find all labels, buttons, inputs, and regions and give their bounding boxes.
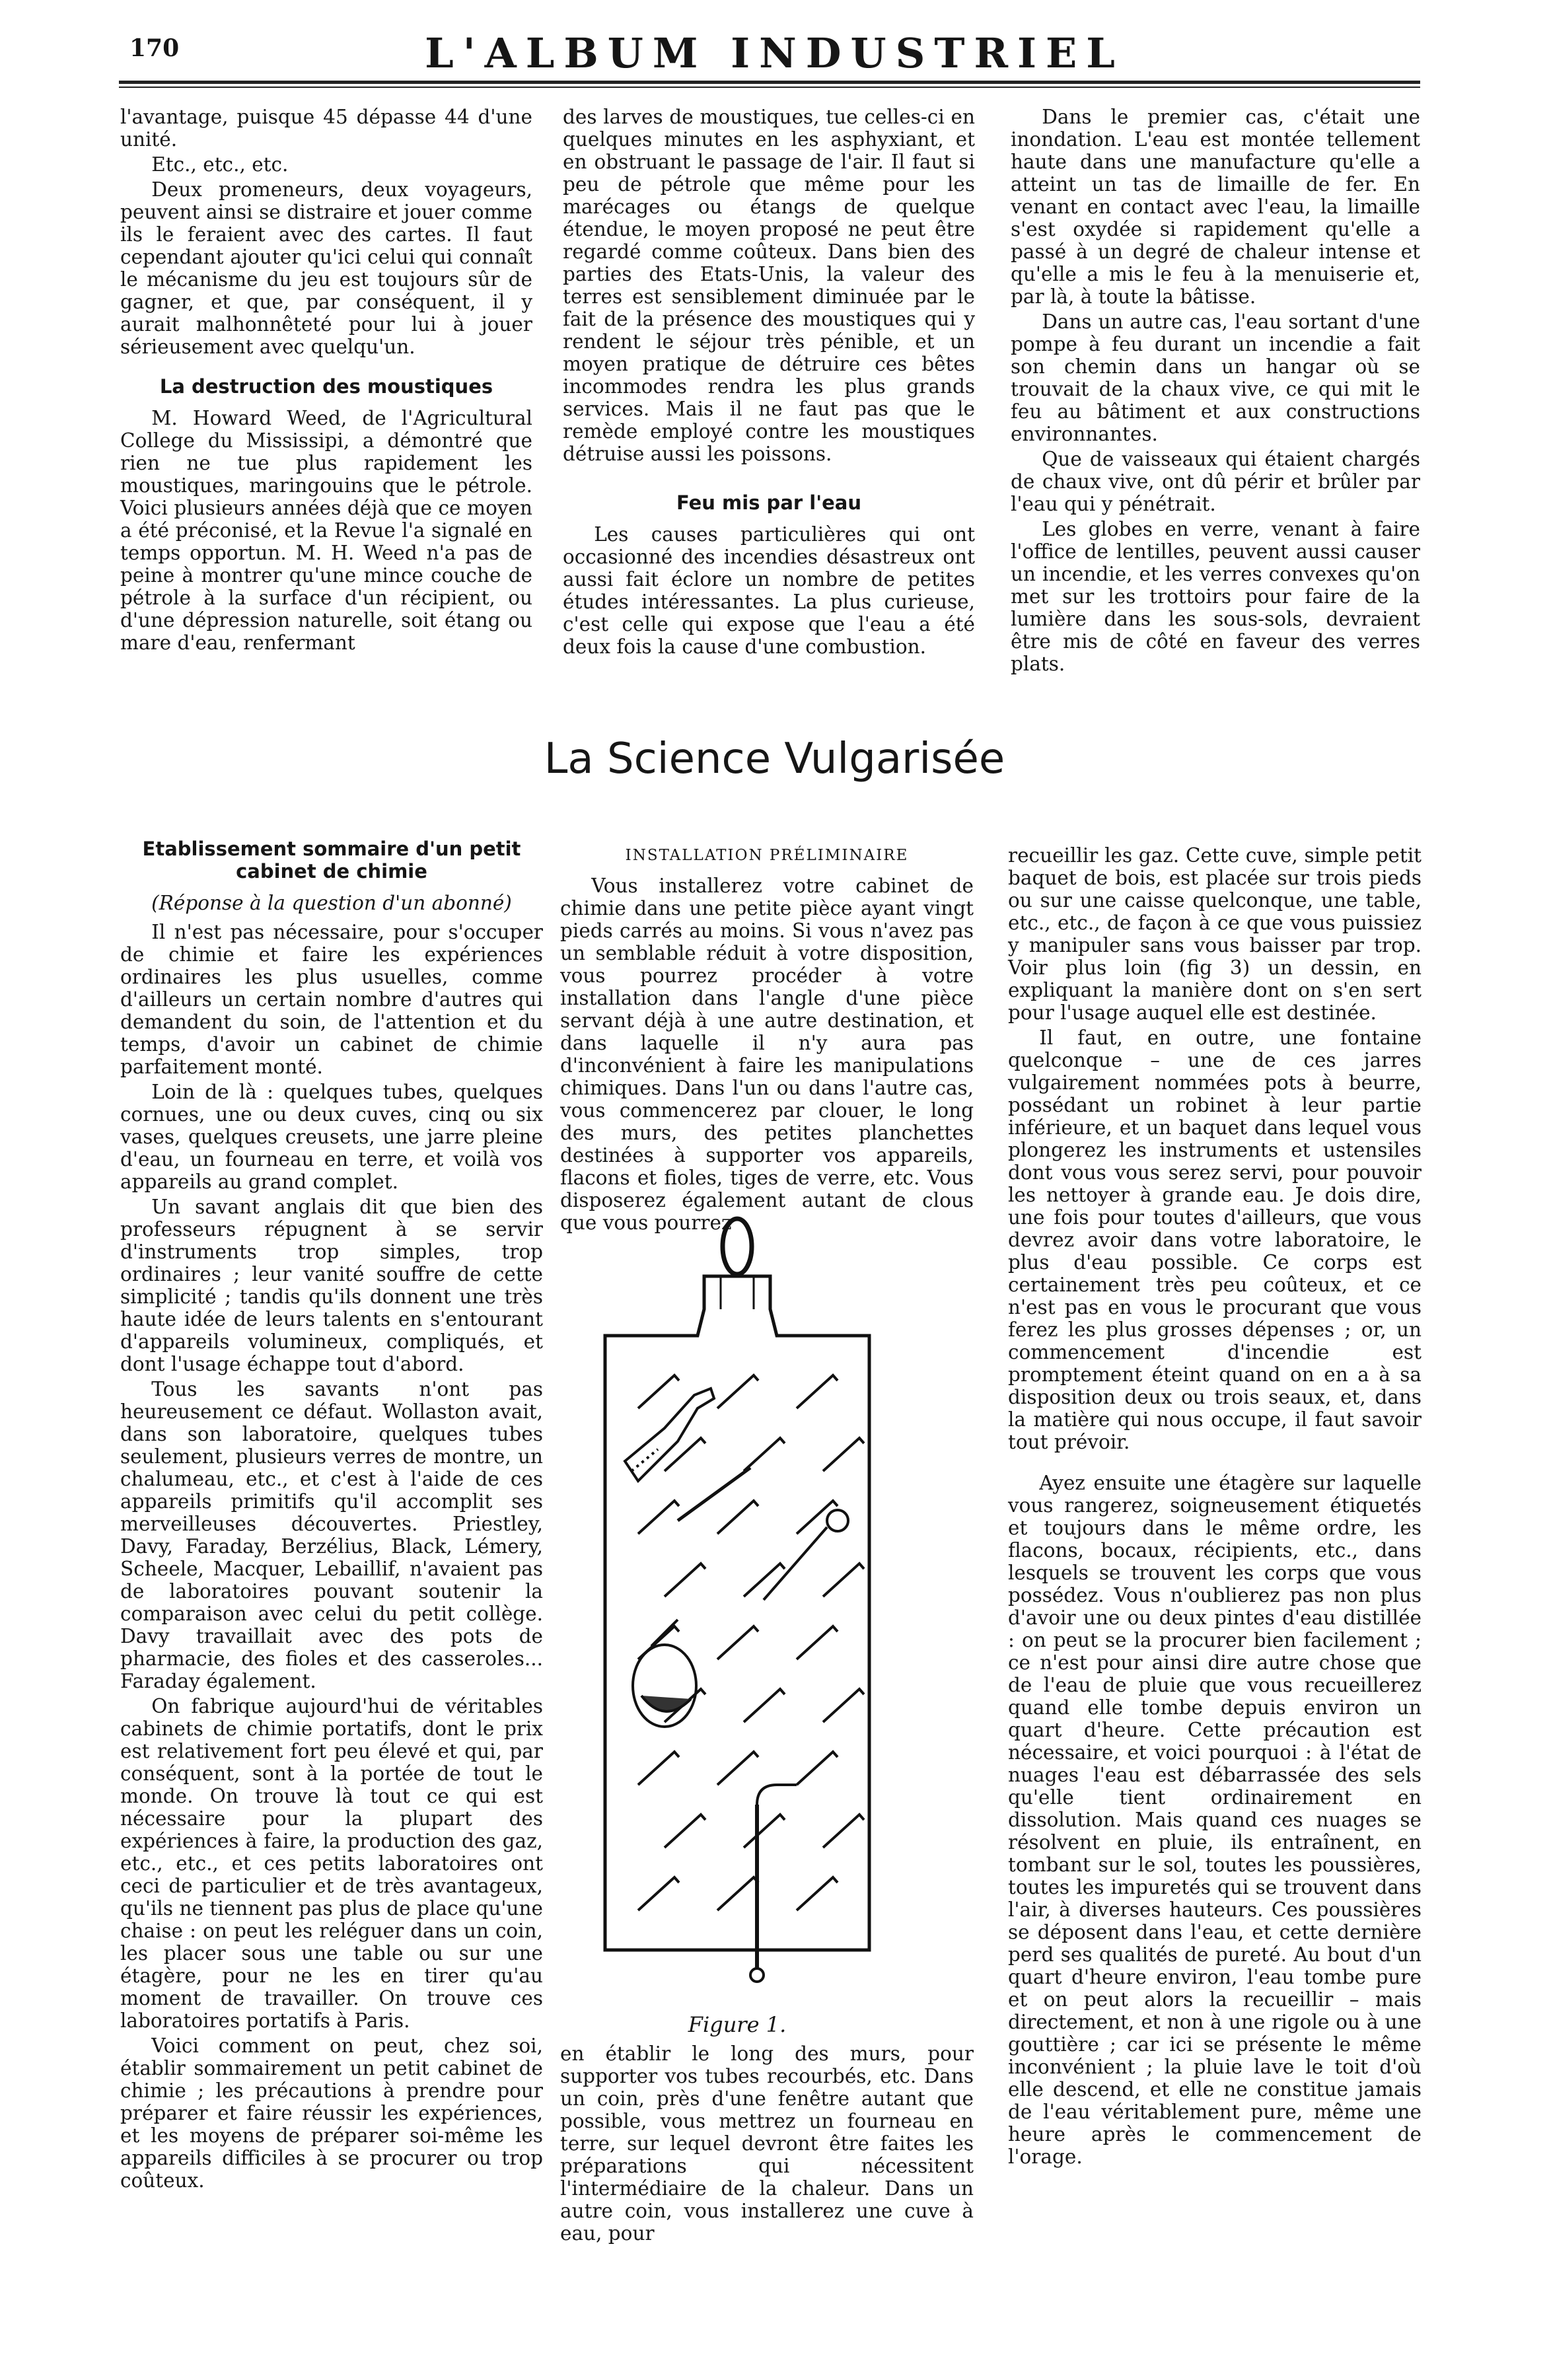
article-heading: Etablissement sommaire d'un petit cabinet de chimie	[142, 838, 521, 883]
paragraph: On fabrique aujourd'hui de véritables cabinets de chimie portatifs, dont le prix est relativement fort peu élevé et qui, par conséquent, sont à la portée de tout le monde. On trouve là tout ce qui est nécessaire pour la plupart des expériences à faire, la production des gaz, etc., etc., et ces petits laboratoires ont ceci de particulier et de très avantageux, qu'ils ne tiennent pas plus de place qu'une chaise : on peut les reléguer dans un coin, les placer sous une table ou sur une étagère, pour ne les en tirer qu'au moment de travailler. On trouve ces laboratoires portatifs à Paris.	[120, 1695, 543, 2032]
peg-mark	[638, 1501, 679, 1534]
section-title: La Science Vulgarisée	[544, 735, 1005, 783]
peg-mark	[717, 1375, 758, 1408]
article-heading: La destruction des moustiques	[159, 375, 493, 398]
article-heading: Feu mis par l'eau	[676, 491, 861, 514]
paragraph: Etc., etc., etc.	[151, 153, 289, 176]
peg-mark	[665, 1564, 705, 1597]
peg-mark	[797, 1626, 838, 1659]
header-rule-thin	[119, 87, 1420, 88]
paragraph: Ayez ensuite une étagère sur laquelle vous rangerez, soigneusement étiquetés et toujours dans le même ordre, les flacons, bocaux, récipients, etc., dans lesquels se trouvent les corps que vous possédez. Vous n'oublierez pas non plus d'avoir une ou deux pintes d'eau distillée : on peut se la procurer bien facilement ; ce n'est pour ainsi dire autre chose que de l'eau de pluie que vous recueillerez quand elle tombe depuis environ un quart d'heure. Cette précaution est nécessaire, et voici pourquoi : à l'état de nuages l'eau est débarrassée des sels qu'elle tient ordinairement en dissolution. Mais quand ces nuages se résolvent en pluie, ils entraînent, en tombant sur le sol, toutes les poussières, toutes les impuretés qui se trouvent dans l'air, à diverses hauteurs. Ces poussières se déposent dans l'eau, et cette dernière perd ses qualités de pureté. Au bout d'un quart d'heure environ, l'eau tombe pure et on peut alors la recueillir – mais directement, et non à une rigole ou à une gouttière ; car ici se présente le même inconvénient ; la pluie lave le toit d'où elle descend, et elle ne constitue jamais de l'eau véritablement pure, même une heure après le commencement de l'orage.	[1008, 1472, 1422, 2168]
figure-shelf-illustration	[579, 1210, 896, 2009]
peg-mark	[717, 1501, 758, 1534]
paragraph: l'avantage, puisque 45 dépasse 44 d'une unité.	[120, 106, 532, 151]
journal-title: L'ALBUM INDUSTRIEL	[425, 29, 1124, 77]
paragraph: Un savant anglais dit que bien des professeurs répugnent à se servir d'instruments trop simples, trop ordinaires ; leur vanité souffre de cette simplicité ; tandis qu'ils donnent une très haute idée de leurs talents en s'entourant d'appareils volumineux, compliqués, et dont l'usage échappe tout d'abord.	[120, 1196, 543, 1375]
peg-mark	[717, 1752, 758, 1785]
paragraph: des larves de moustiques, tue celles-ci en quelques minutes en les asphyxiant, et en obstruant le passage de l'air. Il faut si peu de pétrole que même pour les marécages ou étangs de quelque étendue, le moyen proposé ne peut être regardé comme coûteux. Dans bien des parties des Etats-Unis, la valeur des terres est sensiblement diminuée par le fait de la présence des moustiques qui y rendent le séjour très pénible, et un moyen pratique de détruire ces bêtes incommodes rendra les plus grands services. Mais il ne faut pas que le remède employé contre les moustiques détruise aussi les poissons.	[563, 106, 975, 465]
paragraph: Loin de là : quelques tubes, quelques cornues, une ou deux cuves, cinq ou six vases, quelques creusets, une jarre pleine d'eau, un fourneau en terre, et voilà vos appareils au grand complet.	[120, 1081, 543, 1193]
peg-mark	[797, 1752, 838, 1785]
paragraph: en établir le long des murs, pour supporter vos tubes recourbés, etc. Dans un coin, près d'une fenêtre autant que possible, vous mettrez un fourneau en terre, sur lequel devront être faites les préparations qui nécessitent l'intermédiaire de la chaleur. Dans un autre coin, vous installerez une cuve à eau, pour	[560, 2042, 974, 2245]
peg-mark	[717, 1877, 758, 1910]
peg-mark	[665, 1815, 705, 1848]
peg-mark	[744, 1564, 785, 1597]
section-subheading: INSTALLATION PRÉLIMINAIRE	[625, 847, 909, 864]
peg-mark	[797, 1877, 838, 1910]
peg-mark	[638, 1752, 679, 1785]
peg-mark	[744, 1689, 785, 1722]
paragraph: Tous les savants n'ont pas heureusement ce défaut. Wollaston avait, dans son laboratoire, quelques tubes seulement, plusieurs verres de montre, un chalumeau, etc., et c'est à l'aide de ces appareils primitifs qu'il accomplit ses merveilleuses découvertes. Priestley, Davy, Faraday, Berzélius, Black, Lémery, Scheele, Macquer, Lebaillif, n'avaient pas de laboratoires pouvant soutenir la comparaison avec celui du petit collège. Davy travaillait avec des pots de pharmacie, des fioles et des casseroles... Faraday également.	[120, 1378, 543, 1692]
figure-caption: Figure 1.	[688, 2012, 787, 2037]
peg-mark	[823, 1815, 864, 1848]
page-number: 170	[129, 34, 180, 62]
bottom-column-2-top	[560, 844, 974, 1237]
top-column-2	[563, 106, 975, 661]
peg-mark	[797, 1375, 838, 1408]
paragraph: Que de vaisseaux qui étaient chargés de chaux vive, ont dû périr et brûler par l'eau qui y pénétrait.	[1011, 448, 1420, 515]
bottom-column-3	[1008, 844, 1422, 2171]
bottom-column-2-bottom	[560, 2042, 974, 2247]
paragraph: Vous installerez votre cabinet de chimie dans une petite pièce ayant vingt pieds carrés au moins. Si vous n'avez pas un semblable réduit à votre disposition, vous pourrez procéder à votre installation dans l'angle d'une pièce servant déjà à une autre destination, et dans laquelle il n'y aura pas d'inconvénient à faire les manipulations chimiques. Dans l'un ou dans l'autre cas, vous commencerez par clouer, le long des murs, des petites planchettes destinées à supporter vos appareils, flacons et fioles, tiges de verre, etc. Vous disposerez également autant de clous que vous pourrez	[560, 875, 974, 1234]
peg-mark	[717, 1626, 758, 1659]
paragraph: Voici comment on peut, chez soi, établir sommairement un petit cabinet de chimie ; les précautions à prendre pour préparer et faire réussir les expériences, et les moyens de préparer soi-même les appareils difficiles à se procurer ou trop coûteux.	[120, 2035, 543, 2192]
article-subtitle: (Réponse à la question d'un abonné)	[151, 892, 512, 914]
peg-mark	[665, 1438, 705, 1471]
paragraph: Les causes particulières qui ont occasionné des incendies désastreux ont aussi fait éclore un nombre de petites études intéressantes. La plus curieuse, c'est celle qui expose que l'eau a été deux fois la cause d'une combustion.	[563, 523, 975, 658]
paragraph: Il n'est pas nécessaire, pour s'occuper de chimie et faire les expériences ordinaires les plus usuelles, comme d'ailleurs un certain nombre d'autres qui demandent du soin, de l'attention et du temps, d'avoir un cabinet de chimie parfaitement monté.	[120, 921, 543, 1078]
top-column-1	[120, 106, 532, 657]
paragraph: Deux promeneurs, deux voyageurs, peuvent ainsi se distraire et jouer comme ils le feraient avec des cartes. Il faut cependant ajouter qu'ici celui qui connaît le mécanisme du jeu est toujours sûr de gagner, et que, par conséquent, il y aurait malhonnêteté pour lui à jouer sérieusement avec quelqu'un.	[120, 178, 532, 358]
header-rule	[119, 81, 1420, 84]
peg-mark	[638, 1375, 679, 1408]
bent-tube-illustration	[750, 1510, 848, 1982]
peg-mark	[823, 1689, 864, 1722]
paragraph: recueillir les gaz. Cette cuve, simple petit baquet de bois, est placée sur trois pieds ou sur une caisse quelconque, une table, etc., etc., de façon à ce que vous puissiez y manipuler sans vous baisser par trop. Voir plus loin (fig 3) un dessin, en expliquant la manière dont on s'en sert pour l'usage auquel elle est destinée.	[1008, 844, 1422, 1024]
paragraph: Dans un autre cas, l'eau sortant d'une pompe à feu durant un incendie a fait son chemin dans un hangar où se trouvait de la chaux vive, ce qui mit le feu au bâtiment et aux constructions environnantes.	[1011, 310, 1420, 445]
peg-mark	[638, 1877, 679, 1910]
peg-mark	[823, 1564, 864, 1597]
bottom-column-1	[120, 838, 543, 2194]
paragraph: Dans le premier cas, c'était une inondation. L'eau est montée tellement haute dans une manufacture qu'elle a atteint un tas de limaille de fer. En venant en contact avec l'eau, la limaille s'est oxydée si rapidement qu'elle a passé à un degré de chaleur intense et qu'elle a mis le feu à la menuiserie et, par là, à toute la bâtisse.	[1011, 106, 1420, 308]
top-column-3	[1011, 106, 1420, 678]
paragraph: M. Howard Weed, de l'Agricultural College du Mississipi, a démontré que rien ne tue plus rapidement les moustiques, maringouins que le pétrole. Voici plusieurs années déjà que ce moyen a été préconisé, et la Revue l'a signalé en temps opportun. M. H. Weed n'a pas de peine à montrer qu'une mince couche de pétrole à la surface d'un récipient, ou d'une dépression naturelle, soit étang ou mare d'eau, renfermant	[120, 407, 532, 654]
peg-mark	[744, 1815, 785, 1848]
paragraph: Les globes en verre, venant à faire l'office de lentilles, peuvent aussi causer un incendie, et les verres convexes qu'on met sur les trottoirs pour faire de la lumière dans les sous-sols, devraient être mis de côté en faveur des verres plats.	[1011, 518, 1420, 675]
peg-mark	[744, 1438, 785, 1471]
peg-mark	[823, 1438, 864, 1471]
paragraph: Il faut, en outre, une fontaine quelconque – une de ces jarres vulgairement nommées pots à beurre, possédant un robinet à leur partie inférieure, et un baquet dans lequel vous plongerez les instruments et ustensiles dont vous vous serez servi, pour pouvoir les nettoyer à grande eau. Je dois dire, une fois pour toutes d'ailleurs, que vous devrez avoir dans votre laboratoire, le plus d'eau possible. Ce corps est certainement très peu coûteux, et ce n'est pas en vous le procurant que vous ferez les plus grosses dépenses ; or, un commencement d'incendie est promptement éteint quand on en a à sa disposition deux ou trois seaux, et, dans la matière qui nous occupe, il faut savoir tout prévoir.	[1008, 1027, 1422, 1453]
